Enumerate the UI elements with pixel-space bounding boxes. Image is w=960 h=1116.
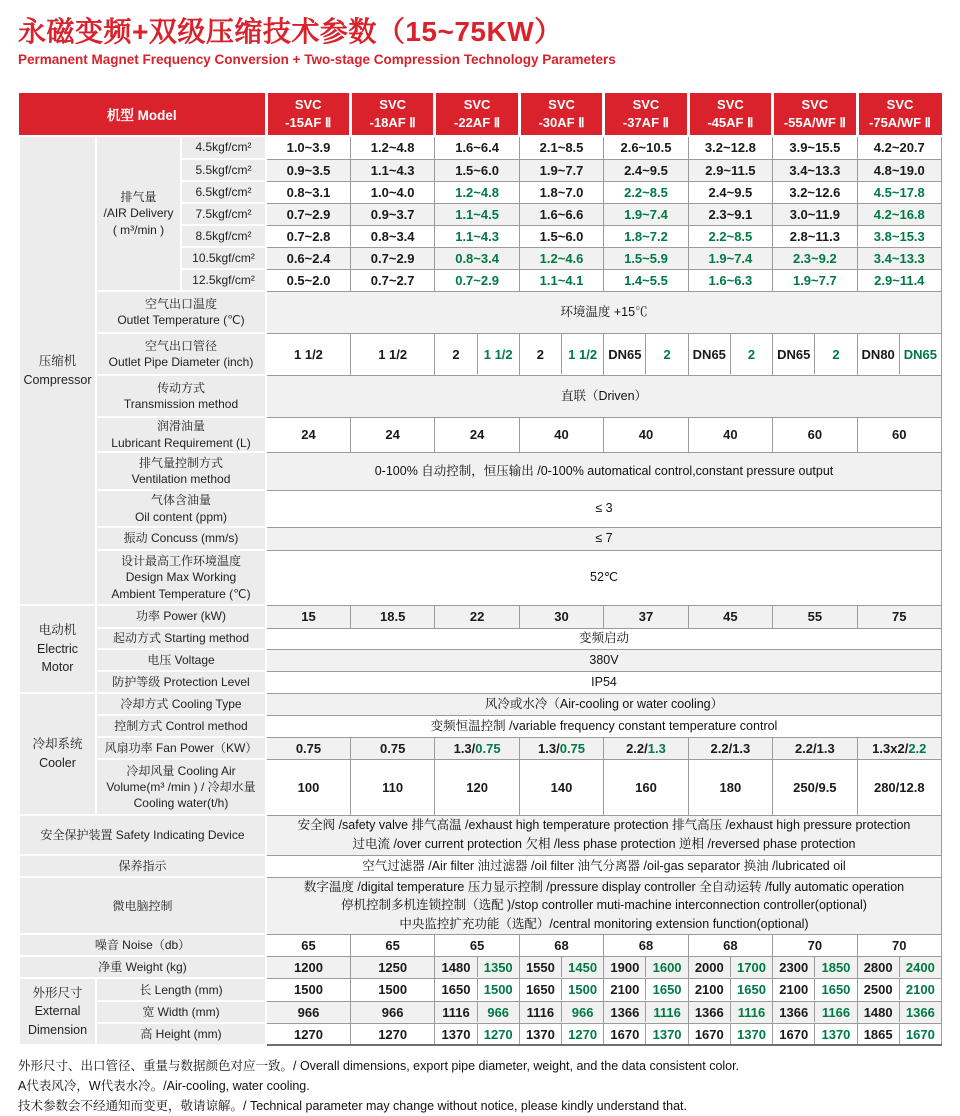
span-value-cell: 0-100% 自动控制，恒压输出 /0-100% automatical control,constant pressure output: [266, 452, 942, 490]
row-label-cell: 空气出口温度 Outlet Temperature (℃): [96, 291, 266, 333]
value-alternate: 1116: [730, 1002, 772, 1022]
value-cell: 24: [435, 417, 519, 452]
table-row: [19, 605, 942, 628]
value-cell: 1500: [266, 978, 350, 1001]
span-value-cell: 空气过滤器 /Air filter 油过滤器 /oil filter 油气分离器 /oil-gas separator 换油 /lubricated oil: [266, 855, 942, 877]
value-cell: 24: [266, 417, 350, 452]
table-row: [19, 815, 942, 855]
value-cell: 60: [857, 417, 941, 452]
value-cell: [604, 333, 688, 375]
value-cell: 65: [435, 934, 519, 956]
value-cell: 70: [857, 934, 941, 956]
value-cell: 0.9~3.7: [350, 203, 434, 225]
value-standard: 1670: [779, 1026, 809, 1042]
value-cell: [435, 1001, 519, 1023]
value-cell: 1.3x2/2.2: [857, 737, 941, 759]
value-alternate: 1450: [561, 957, 603, 977]
value-cell: [435, 956, 519, 978]
table-row: [19, 877, 942, 934]
value-cell: 1500: [350, 978, 434, 1001]
value-cell: 0.8~3.4: [350, 225, 434, 247]
value-cell: 2.1~8.5: [519, 136, 603, 159]
value-cell: 1.2~4.8: [435, 181, 519, 203]
value-cell: 68: [604, 934, 688, 956]
value-standard: 1366: [610, 1004, 640, 1020]
value-standard: 2300: [779, 959, 809, 975]
row-label-cell: 起动方式 Starting method: [96, 628, 266, 649]
value-cell: 1270: [350, 1023, 434, 1045]
value-cell: 65: [350, 934, 434, 956]
value-cell: 1.8~7.0: [519, 181, 603, 203]
value-cell: 2.6~10.5: [604, 136, 688, 159]
value-standard: DN65: [692, 346, 726, 362]
span-value-cell: 52℃: [266, 550, 942, 605]
table-row: [19, 737, 942, 759]
value-cell: 1200: [266, 956, 350, 978]
span-value-cell: IP54: [266, 671, 942, 693]
value-alternate: 2100: [899, 979, 941, 1000]
pressure-label-cell: 5.5kgf/cm²: [181, 159, 266, 181]
value-cell: [688, 956, 772, 978]
row-label-cell: 微电脑控制: [19, 877, 266, 934]
value-cell: [435, 1023, 519, 1045]
value-cell: 0.9~3.5: [266, 159, 350, 181]
value-cell: 0.8~3.1: [266, 181, 350, 203]
value-cell: [519, 956, 603, 978]
table-row: [19, 1001, 942, 1023]
value-standard: 1370: [441, 1026, 471, 1042]
value-cell: 0.6~2.4: [266, 247, 350, 269]
value-cell: 3.2~12.6: [773, 181, 857, 203]
row-label-cell: 风扇功率 Fan Power（KW）: [96, 737, 266, 759]
row-label-cell: 设计最高工作环境温度 Design Max Working Ambient Temperature (℃): [96, 550, 266, 605]
value-cell: 1.6~6.6: [519, 203, 603, 225]
value-cell: 1.9~7.7: [773, 269, 857, 291]
value-cell: [519, 1023, 603, 1045]
value-standard: 1550: [525, 959, 555, 975]
span-value-cell: 变频恒温控制 /variable frequency constant temperature control: [266, 715, 942, 737]
value-cell: 4.5~17.8: [857, 181, 941, 203]
value-alternate: 1270: [477, 1024, 519, 1044]
row-label-cell: 电压 Voltage: [96, 649, 266, 671]
value-alternate: 1 1/2: [477, 334, 519, 374]
table-row: [19, 333, 942, 375]
value-alternate: 2: [645, 334, 687, 374]
value-cell: 1.0~3.9: [266, 136, 350, 159]
value-cell: 2.2/1.3: [604, 737, 688, 759]
value-standard: DN65: [608, 346, 642, 362]
footnote-line: A代表风冷，W代表水冷。/Air-cooling, water cooling.: [18, 1079, 310, 1094]
value-cell: 4.2~20.7: [857, 136, 941, 159]
value-alternate: 1366: [899, 1002, 941, 1022]
value-alternate: 1370: [645, 1024, 687, 1044]
value-standard: 1865: [863, 1026, 893, 1042]
value-cell: [604, 1001, 688, 1023]
value-cell: 1.1~4.5: [435, 203, 519, 225]
row-label-cell: 控制方式 Control method: [96, 715, 266, 737]
value-alternate: 1500: [561, 979, 603, 1000]
value-cell: 1.3/0.75: [519, 737, 603, 759]
value-cell: 18.5: [350, 605, 434, 628]
value-alternate: 966: [561, 1002, 603, 1022]
table-body: [19, 136, 942, 1045]
row-label-cell: 安全保护装置 Safety Indicating Device: [19, 815, 266, 855]
value-cell: 3.9~15.5: [773, 136, 857, 159]
value-cell: [688, 1023, 772, 1045]
pressure-label-cell: 4.5kgf/cm²: [181, 136, 266, 159]
value-standard: 2500: [863, 982, 893, 998]
table-row: [19, 956, 942, 978]
value-cell: [604, 956, 688, 978]
value-alternate: 1850: [814, 957, 856, 977]
footnote-line: 外形尺寸、出口管径、重量与数据颜色对应一致。/ Overall dimensions, export pipe diameter, weight, and the data consistent color.: [18, 1059, 740, 1074]
value-standard: 2: [536, 346, 545, 362]
value-cell: 0.7~2.8: [266, 225, 350, 247]
value-cell: [773, 333, 857, 375]
value-cell: [604, 978, 688, 1001]
value-cell: 68: [519, 934, 603, 956]
value-cell: 1.9~7.4: [688, 247, 772, 269]
value-standard: 1670: [694, 1026, 724, 1042]
model-column-header: SVC -30AF Ⅱ: [519, 93, 603, 136]
row-label-cell: 长 Length (mm): [96, 978, 266, 1001]
value-standard: 2000: [694, 959, 724, 975]
pressure-label-cell: 7.5kgf/cm²: [181, 203, 266, 225]
value-cell: 110: [350, 759, 434, 815]
group-label-cell: 冷却系统 Cooler: [19, 693, 96, 815]
value-cell: [857, 978, 941, 1001]
value-cell: 3.2~12.8: [688, 136, 772, 159]
table-row: [19, 671, 942, 693]
value-cell: 120: [435, 759, 519, 815]
row-label-cell: 排气量控制方式 Ventilation method: [96, 452, 266, 490]
value-cell: 45: [688, 605, 772, 628]
value-cell: 140: [519, 759, 603, 815]
value-standard: 1650: [525, 982, 555, 998]
row-label-cell: 润滑油量 Lubricant Requirement (L): [96, 417, 266, 452]
value-standard: 1370: [525, 1026, 555, 1042]
span-value-cell: 环境温度 +15℃: [266, 291, 942, 333]
value-standard: 1366: [694, 1004, 724, 1020]
value-cell: 40: [519, 417, 603, 452]
value-alternate: 1650: [645, 979, 687, 1000]
value-cell: 0.7~2.9: [435, 269, 519, 291]
value-cell: 100: [266, 759, 350, 815]
value-cell: [857, 1023, 941, 1045]
row-label-cell: 冷却方式 Cooling Type: [96, 693, 266, 715]
table-row: [19, 715, 942, 737]
value-standard: 2100: [694, 982, 724, 998]
value-alternate: 1370: [814, 1024, 856, 1044]
value-cell: 1.1~4.3: [435, 225, 519, 247]
span-value-cell: 安全阀 /safety valve 排气高温 /exhaust high temperature protection 排气高压 /exhaust high pressure protection 过电流 /over current protection 欠相 /less phase protection 逆相 /reversed phase protection: [266, 815, 942, 855]
value-cell: 0.7~2.9: [266, 203, 350, 225]
value-cell: 2.3~9.2: [773, 247, 857, 269]
value-cell: 280/12.8: [857, 759, 941, 815]
table-row: [19, 550, 942, 605]
model-column-header: SVC -37AF Ⅱ: [604, 93, 688, 136]
value-alternate: DN65: [899, 334, 941, 374]
row-label-cell: 净重 Weight (kg): [19, 956, 266, 978]
row-label-cell: 空气出口管径 Outlet Pipe Diameter (inch): [96, 333, 266, 375]
value-cell: 3.4~13.3: [773, 159, 857, 181]
value-cell: 1.2~4.8: [350, 136, 434, 159]
value-standard: 2100: [779, 982, 809, 998]
value-cell: 966: [350, 1001, 434, 1023]
value-cell: 1270: [266, 1023, 350, 1045]
value-cell: [519, 1001, 603, 1023]
table-row: [19, 291, 942, 333]
value-alternate: 1700: [730, 957, 772, 977]
table-row: [19, 1023, 942, 1045]
table-row: [19, 934, 942, 956]
row-label-cell: 宽 Width (mm): [96, 1001, 266, 1023]
value-cell: 68: [688, 934, 772, 956]
value-standard: 1116: [526, 1004, 555, 1020]
value-cell: 0.7~2.7: [350, 269, 434, 291]
value-alternate: 1650: [814, 979, 856, 1000]
value-cell: 1.9~7.4: [604, 203, 688, 225]
value-cell: [688, 333, 772, 375]
pressure-label-cell: 12.5kgf/cm²: [181, 269, 266, 291]
table-row: [19, 452, 942, 490]
value-alternate: 1350: [477, 957, 519, 977]
value-cell: [857, 333, 941, 375]
value-cell: 250/9.5: [773, 759, 857, 815]
span-value-cell: 380V: [266, 649, 942, 671]
value-cell: 0.5~2.0: [266, 269, 350, 291]
value-cell: 1.4~5.5: [604, 269, 688, 291]
value-cell: 2.2/1.3: [688, 737, 772, 759]
value-cell: [519, 333, 603, 375]
footnotes: [18, 1056, 942, 1116]
value-standard: DN65: [777, 346, 811, 362]
value-cell: [857, 956, 941, 978]
value-cell: 0.75: [266, 737, 350, 759]
value-cell: [435, 978, 519, 1001]
pressure-label-cell: 8.5kgf/cm²: [181, 225, 266, 247]
value-cell: 55: [773, 605, 857, 628]
value-cell: 2.4~9.5: [688, 181, 772, 203]
model-header-cell: 机型 Model: [19, 93, 266, 136]
row-label-cell: 噪音 Noise（db）: [19, 934, 266, 956]
value-standard: 2800: [863, 959, 893, 975]
value-cell: 22: [435, 605, 519, 628]
value-cell: [435, 333, 519, 375]
row-label-cell: 保养指示: [19, 855, 266, 877]
value-alternate: 1500: [477, 979, 519, 1000]
value-alternate: 966: [477, 1002, 519, 1022]
value-cell: 1.0~4.0: [350, 181, 434, 203]
value-cell: 1 1/2: [266, 333, 350, 375]
value-cell: 2.4~9.5: [604, 159, 688, 181]
value-alternate: 1270: [561, 1024, 603, 1044]
value-alternate: 1370: [730, 1024, 772, 1044]
table-row: [19, 417, 942, 452]
pressure-label-cell: 10.5kgf/cm²: [181, 247, 266, 269]
value-cell: 3.8~15.3: [857, 225, 941, 247]
value-standard: 1900: [610, 959, 640, 975]
value-cell: 2.2~8.5: [688, 225, 772, 247]
value-cell: [773, 956, 857, 978]
table-row: [19, 628, 942, 649]
span-value-cell: 风冷或水冷（Air-cooling or water cooling）: [266, 693, 942, 715]
value-alternate: 1670: [899, 1024, 941, 1044]
row-label-cell: 振动 Concuss (mm/s): [96, 527, 266, 550]
value-cell: 1.5~6.0: [435, 159, 519, 181]
value-cell: 24: [350, 417, 434, 452]
value-cell: 75: [857, 605, 941, 628]
table-row: [19, 490, 942, 527]
value-standard: 1480: [863, 1004, 893, 1020]
value-cell: 70: [773, 934, 857, 956]
model-column-header: SVC -22AF Ⅱ: [435, 93, 519, 136]
value-alternate: 1650: [730, 979, 772, 1000]
row-label-cell: 气体含油量 Oil content (ppm): [96, 490, 266, 527]
model-column-header: SVC -55A/WF Ⅱ: [773, 93, 857, 136]
value-standard: 1670: [610, 1026, 640, 1042]
value-cell: 1250: [350, 956, 434, 978]
value-cell: 2.3~9.1: [688, 203, 772, 225]
footnote-line: 技术参数会不经通知而变更，敬请谅解。/ Technical parameter may change without notice, please kindly understand that.: [18, 1099, 688, 1114]
model-column-header: SVC -18AF Ⅱ: [350, 93, 434, 136]
value-cell: [688, 978, 772, 1001]
value-cell: 1.1~4.1: [519, 269, 603, 291]
value-standard: DN80: [861, 346, 895, 362]
value-standard: 2100: [610, 982, 640, 998]
value-cell: 40: [604, 417, 688, 452]
table-row: [19, 759, 942, 815]
value-cell: 30: [519, 605, 603, 628]
value-cell: 0.75: [350, 737, 434, 759]
value-cell: [773, 1023, 857, 1045]
span-value-cell: ≤ 7: [266, 527, 942, 550]
value-standard: 1650: [441, 982, 471, 998]
value-standard: 1366: [779, 1004, 809, 1020]
table-row: [19, 375, 942, 417]
value-cell: 2.2~8.5: [604, 181, 688, 203]
row-label-cell: 排气量 /AIR Delivery ( m³/min ): [96, 136, 181, 291]
value-cell: [519, 978, 603, 1001]
row-label-cell: 高 Height (mm): [96, 1023, 266, 1045]
row-label-cell: 防护等级 Protection Level: [96, 671, 266, 693]
value-alternate: 1166: [814, 1002, 856, 1022]
value-cell: 65: [266, 934, 350, 956]
spec-table: [18, 93, 942, 1046]
table-row: [19, 978, 942, 1001]
value-cell: 160: [604, 759, 688, 815]
value-cell: 37: [604, 605, 688, 628]
value-cell: 4.8~19.0: [857, 159, 941, 181]
value-cell: 1.9~7.7: [519, 159, 603, 181]
value-cell: 40: [688, 417, 772, 452]
value-alternate: 2: [814, 334, 856, 374]
value-cell: 1.1~4.3: [350, 159, 434, 181]
span-value-cell: ≤ 3: [266, 490, 942, 527]
model-column-header: SVC -45AF Ⅱ: [688, 93, 772, 136]
value-alternate: 1 1/2: [561, 334, 603, 374]
group-label-cell: 电动机 Electric Motor: [19, 605, 96, 693]
value-cell: 4.2~16.8: [857, 203, 941, 225]
value-cell: 966: [266, 1001, 350, 1023]
value-alternate: 2400: [899, 957, 941, 977]
value-cell: [857, 1001, 941, 1023]
value-alternate: 2: [730, 334, 772, 374]
value-standard: 2: [452, 346, 460, 362]
value-cell: [688, 1001, 772, 1023]
page-subtitle: Permanent Magnet Frequency Conversion + Two-stage Compression Technology Parameters: [18, 52, 616, 67]
value-cell: 1.3/0.75: [435, 737, 519, 759]
table-row: [19, 136, 942, 159]
value-cell: 1.8~7.2: [604, 225, 688, 247]
value-cell: 3.4~13.3: [857, 247, 941, 269]
value-cell: 2.8~11.3: [773, 225, 857, 247]
row-label-cell: 传动方式 Transmission method: [96, 375, 266, 417]
table-row: [19, 855, 942, 877]
group-label-cell: 外形尺寸 External Dimension: [19, 978, 96, 1045]
value-cell: [773, 978, 857, 1001]
row-label-cell: 冷却风量 Cooling Air Volume(m³ /min ) / 冷却水量 Cooling water(t/h): [96, 759, 266, 815]
value-alternate: 1116: [645, 1002, 687, 1022]
value-cell: 2.9~11.4: [857, 269, 941, 291]
value-cell: 1.6~6.4: [435, 136, 519, 159]
value-cell: 3.0~11.9: [773, 203, 857, 225]
value-standard: 1116: [442, 1004, 470, 1020]
value-cell: [773, 1001, 857, 1023]
span-value-cell: 变频启动: [266, 628, 942, 649]
model-column-header: SVC -75A/WF Ⅱ: [857, 93, 941, 136]
value-cell: 1.5~6.0: [519, 225, 603, 247]
value-cell: 15: [266, 605, 350, 628]
value-cell: 2.2/1.3: [773, 737, 857, 759]
value-alternate: 1600: [645, 957, 687, 977]
value-cell: 180: [688, 759, 772, 815]
value-cell: 1.6~6.3: [688, 269, 772, 291]
table-row: [19, 693, 942, 715]
row-label-cell: 功率 Power (kW): [96, 605, 266, 628]
value-cell: 60: [773, 417, 857, 452]
value-standard: 1480: [441, 959, 471, 975]
span-value-cell: 数字温度 /digital temperature 压力显示控制 /pressure display controller 全自动运转 /fully automatic operation 停机控制多机连锁控制（选配 )/stop controller muti-machine interconnection controller(optional) 中央监控扩充功能（选配）/central monitoring extension function(optional): [266, 877, 942, 934]
value-cell: 2.9~11.5: [688, 159, 772, 181]
value-cell: 1 1/2: [350, 333, 434, 375]
value-cell: 0.7~2.9: [350, 247, 434, 269]
table-row: [19, 527, 942, 550]
page-title: 永磁变频+双级压缩技术参数（15~75KW）: [18, 16, 563, 47]
value-cell: 1.5~5.9: [604, 247, 688, 269]
table-row: [19, 649, 942, 671]
value-cell: [604, 1023, 688, 1045]
model-column-header: SVC -15AF Ⅱ: [266, 93, 350, 136]
pressure-label-cell: 6.5kgf/cm²: [181, 181, 266, 203]
span-value-cell: 直联（Driven）: [266, 375, 942, 417]
value-cell: 0.8~3.4: [435, 247, 519, 269]
table-header-row: [19, 93, 942, 136]
value-cell: 1.2~4.6: [519, 247, 603, 269]
group-label-cell: 压缩机 Compressor: [19, 136, 96, 605]
